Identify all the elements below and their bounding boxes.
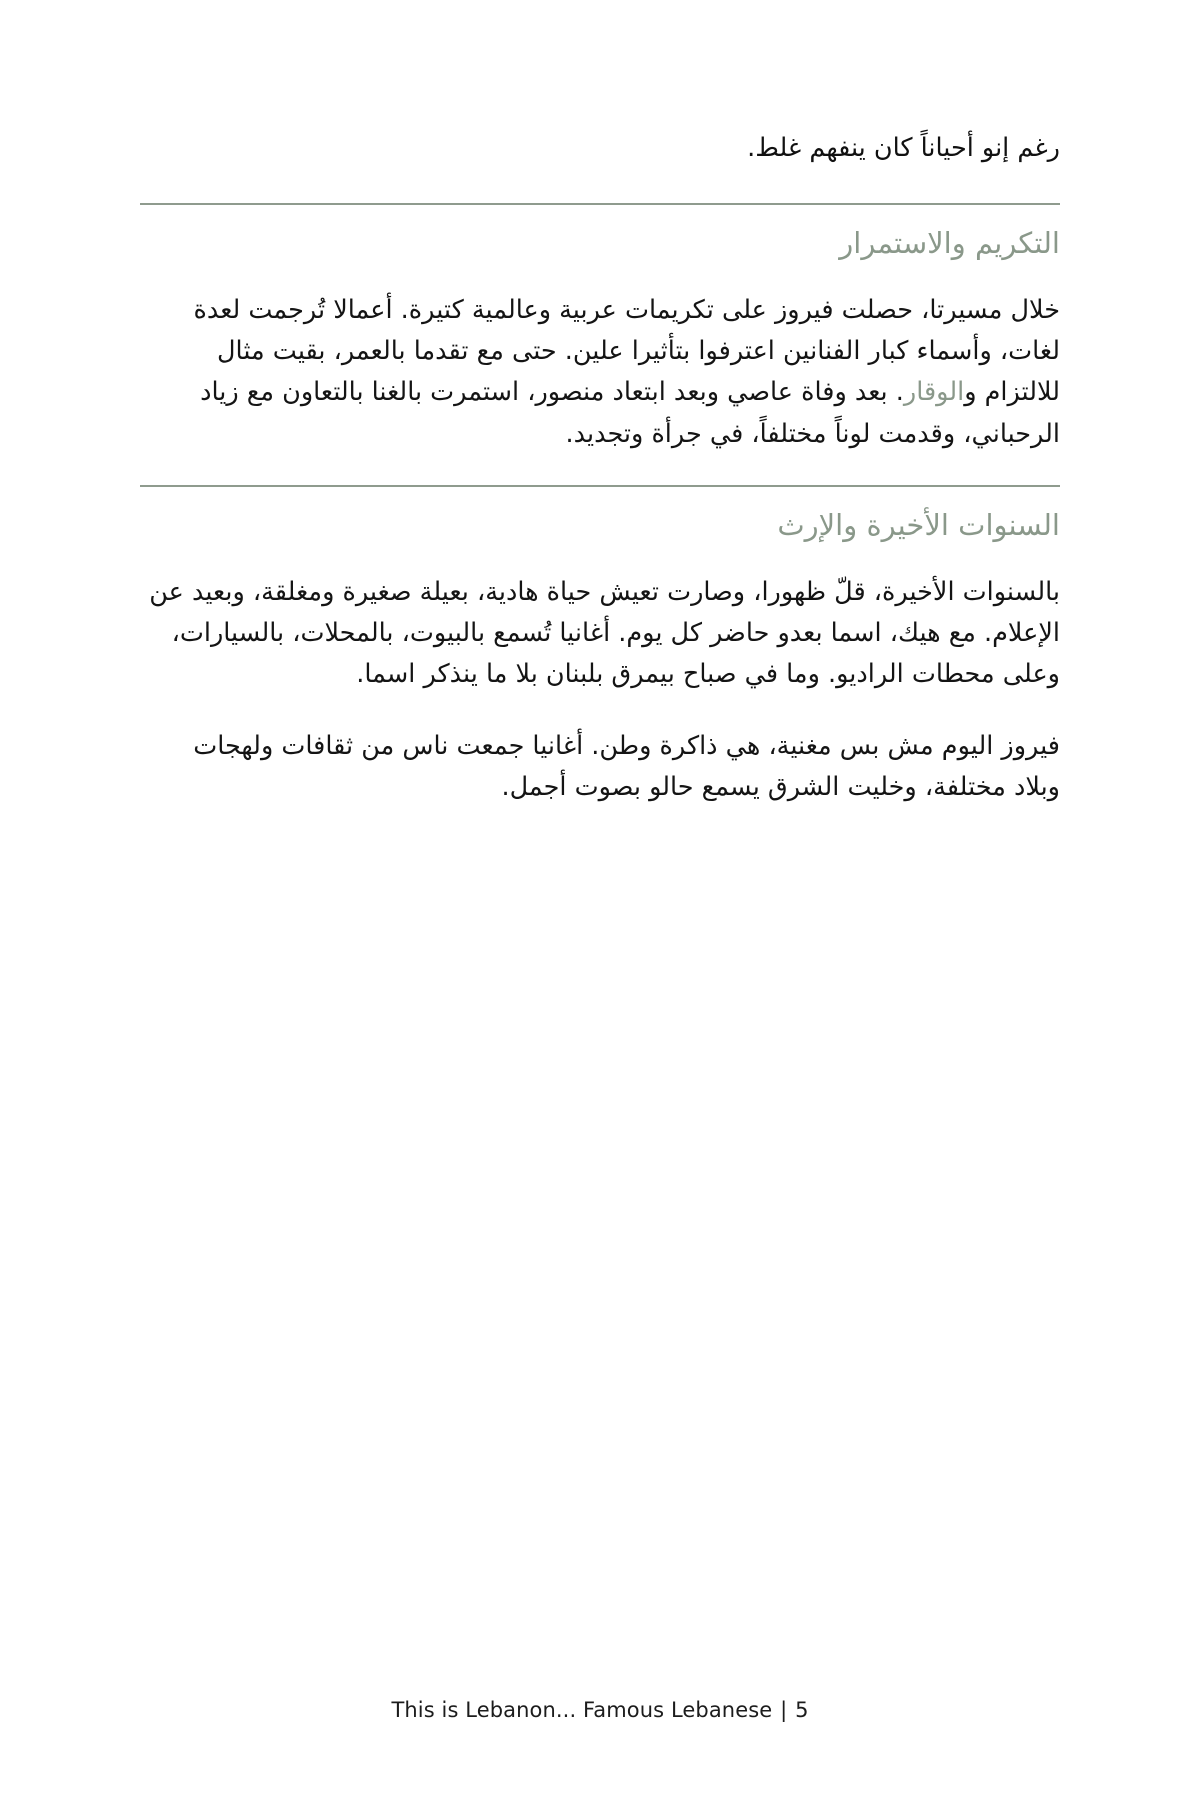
section-divider [140, 203, 1060, 205]
section-block [140, 485, 1060, 808]
footer-separator: | [780, 1698, 788, 1722]
footer-book-title: This is Lebanon... Famous Lebanese [391, 1698, 773, 1722]
section-block [140, 203, 1060, 455]
section-heading: السنوات الأخيرة والإرث [777, 508, 1060, 543]
paragraph-run: بالسنوات الأخيرة، قلّ ظهورا، وصارت تعيش حياة هادية، بعيلة صغيرة ومغلقة، وبعيد عن الإعلام. مع هيك، اسما بعدو حاضر كل يوم. أغانيا تُسمع بالبيوت، بالمحلات، بالسيارات، وعلى محطات الراديو. وما في صباح بيمرق بلبنان بلا ما ينذكر اسما. [149, 576, 1060, 690]
section-heading: التكريم والاستمرار [839, 226, 1060, 261]
section-paragraph [140, 572, 1060, 696]
paragraph-run: خلال مسيرتا، حصلت فيروز على تكريمات عربية وعالمية كتيرة. أعمالا تُرجمت لعدة لغات، وأسماء كبار الفنانين اعترفوا بتأثيرا علين. حتى مع تقدما بالعمر، بقيت مثال للالتزام و [193, 294, 1060, 408]
page-content [140, 0, 1060, 808]
page-footer [0, 1698, 1200, 1722]
section-paragraph [140, 290, 1060, 455]
paragraph-run: . بعد وفاة عاصي وبعد ابتعاد منصور، استمرت بالغنا بالتعاون مع زياد الرحباني، وقدمت لوناً مختلفاً، في جرأة وتجديد. [200, 377, 1060, 449]
paragraph-run: فيروز اليوم مش بس مغنية، هي ذاكرة وطن. أغانيا جمعت ناس من ثقافات ولهجات وبلاد مختلفة، وخليت الشرق يسمع حالو بصوت أجمل. [193, 730, 1060, 802]
section-paragraph [140, 726, 1060, 809]
accent-word: الوقار [903, 377, 965, 408]
section-divider [140, 485, 1060, 487]
carryover-paragraph: رغم إنو أحياناً كان ينفهم غلط. [747, 133, 1060, 163]
footer-page-number: 5 [795, 1698, 809, 1722]
